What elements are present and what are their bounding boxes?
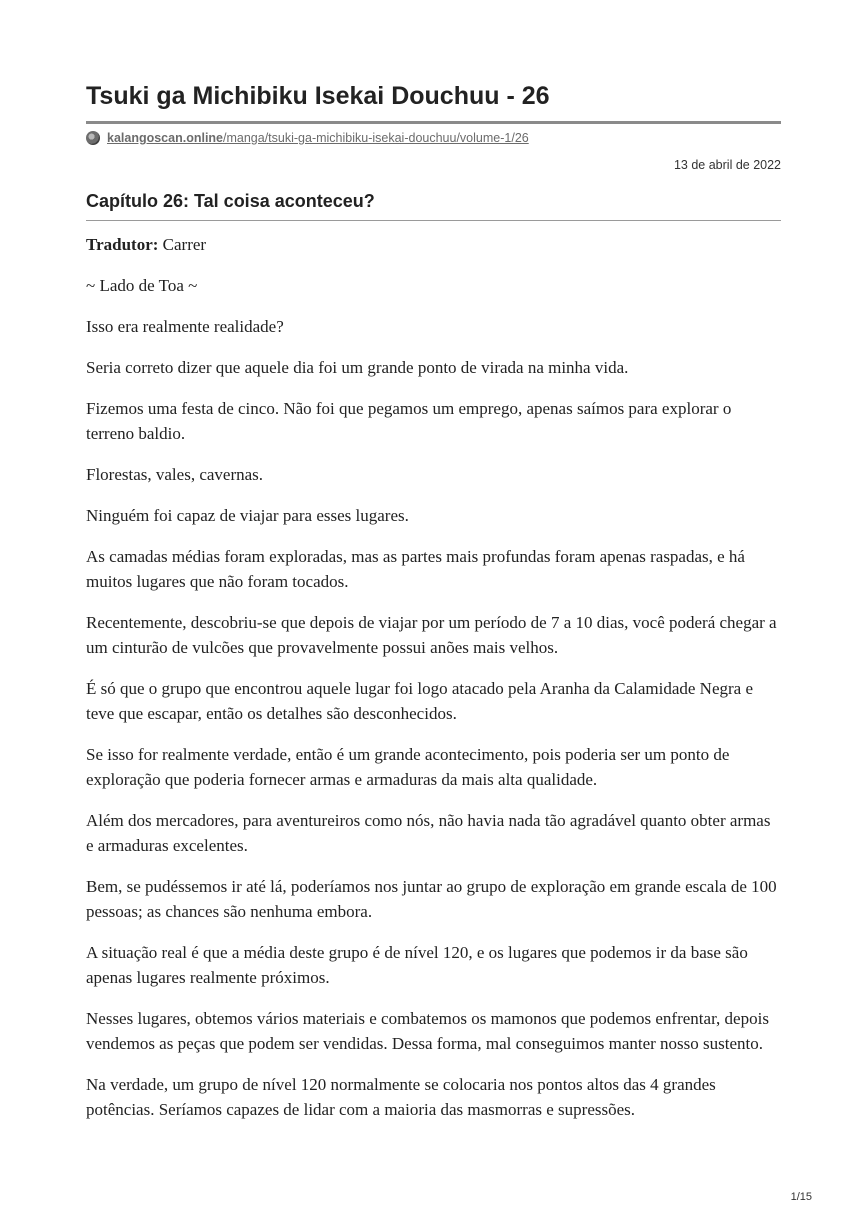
chapter-divider <box>86 220 781 221</box>
paragraph: Isso era realmente realidade? <box>86 317 284 336</box>
article-body <box>86 232 781 1138</box>
paragraph: ~ Lado de Toa ~ <box>86 276 198 295</box>
chapter-title: Capítulo 26: Tal coisa aconteceu? <box>86 191 375 211</box>
translator-name: Carrer <box>162 235 207 254</box>
paragraph: Seria correto dizer que aquele dia foi um grande ponto de virada na minha vida. <box>86 358 629 377</box>
paragraph: Nesses lugares, obtemos vários materiais e combatemos os mamonos que podemos enfrentar, depois vendemos as peças que podem ser vendidas. Dessa forma, mal conseguimos manter nosso sustento. <box>86 1009 769 1053</box>
page-title: Tsuki ga Michibiku Isekai Douchuu - 26 <box>86 82 550 110</box>
paragraph: Ninguém foi capaz de viajar para esses lugares. <box>86 506 409 525</box>
paragraph: Se isso for realmente verdade, então é um grande acontecimento, pois poderia ser um ponto de exploração que poderia fornecer armas e armaduras da mais alta qualidade. <box>86 745 730 789</box>
publish-date: 13 de abril de 2022 <box>673 158 781 172</box>
translator-line <box>86 232 781 257</box>
paragraph: A situação real é que a média deste grupo é de nível 120, e os lugares que podemos ir da base são apenas lugares realmente próximos. <box>86 943 748 987</box>
paragraph: Na verdade, um grupo de nível 120 normalmente se colocaria nos pontos altos das 4 grandes potências. Seríamos capazes de lidar com a maioria das masmorras e supressões. <box>86 1075 716 1119</box>
paragraph: As camadas médias foram exploradas, mas as partes mais profundas foram apenas raspadas, e há muitos lugares que não foram tocados. <box>86 547 745 591</box>
site-favicon-icon <box>86 131 100 145</box>
paragraph: Bem, se pudéssemos ir até lá, poderíamos nos juntar ao grupo de exploração em grande escala de 100 pessoas; as chances são nenhuma embora. <box>86 877 777 921</box>
paragraph: Além dos mercadores, para aventureiros como nós, não havia nada tão agradável quanto obter armas e armaduras excelentes. <box>86 811 771 855</box>
title-divider <box>86 121 781 124</box>
paragraph: Florestas, vales, cavernas. <box>86 465 264 484</box>
source-link[interactable] <box>86 129 529 147</box>
paragraph: Fizemos uma festa de cinco. Não foi que pegamos um emprego, apenas saímos para explorar o terreno baldio. <box>86 399 732 443</box>
paragraph: É só que o grupo que encontrou aquele lugar foi logo atacado pela Aranha da Calamidade Negra e teve que escapar, então os detalhes são desconhecidos. <box>86 679 753 723</box>
paragraph: Recentemente, descobriu-se que depois de viajar por um período de 7 a 10 dias, você poderá chegar a um cinturão de vulcões que provavelmente possui anões mais velhos. <box>86 613 777 657</box>
source-path[interactable]: /manga/tsuki-ga-michibiku-isekai-douchuu/volume-1/26 <box>223 131 529 145</box>
translator-label: Tradutor: <box>86 235 159 254</box>
source-host[interactable]: kalangoscan.online <box>107 131 224 145</box>
page-indicator: 1/15 <box>790 1191 812 1203</box>
